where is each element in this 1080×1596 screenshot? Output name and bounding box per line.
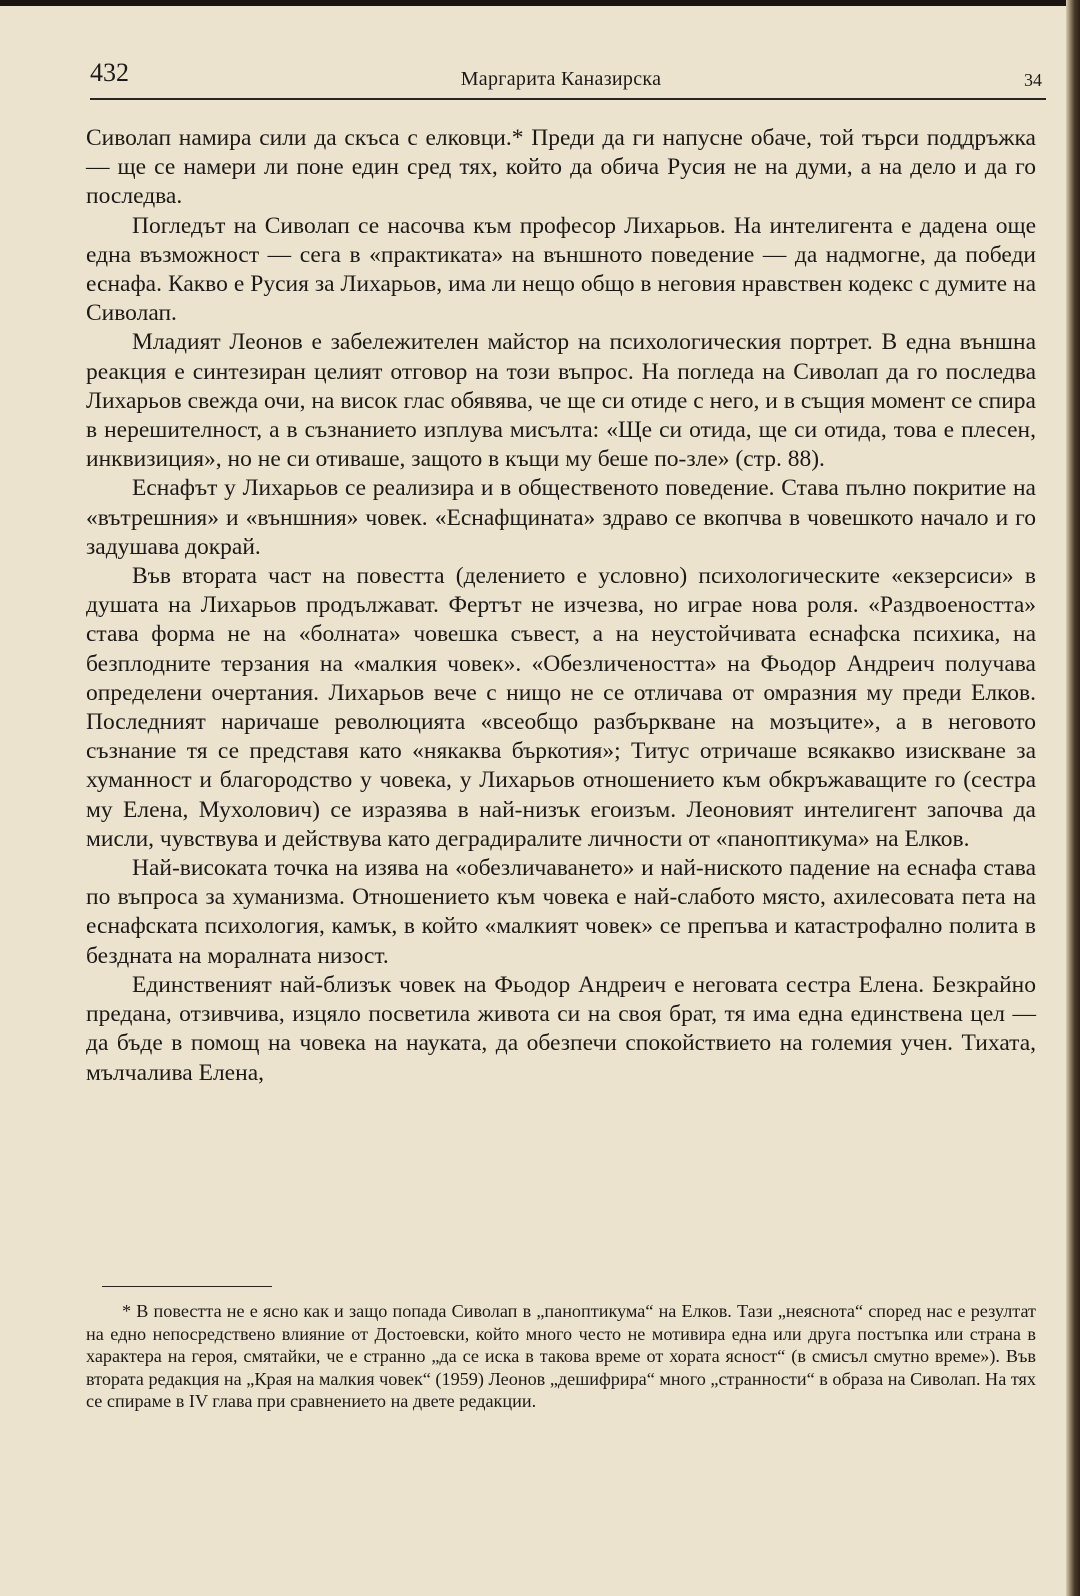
header-rule [90,98,1046,100]
running-title: Маргарита Каназирска [460,68,662,90]
side-marker: 34 [1024,70,1042,90]
footnote-rule [102,1286,272,1287]
page-number: 432 [90,58,129,87]
paragraph: Единственият най-близък човек на Фьодор Андреич е неговата сестра Елена. Безкрайно предана, отзивчива, изцяло посветила живота си на своя брат, тя има една единствена цел — да бъде в помощ на човека на науката, да обезпечи спокойствието на големия учен. Тихата, мълчалива Елена, [86,971,1036,1086]
scan-binding-edge [1066,0,1080,1596]
paragraph: Най-високата точка на изява на «обезличаването» и най-ниското падение на еснафа става по въпроса за хуманизма. Отношението към човека е най-слабото място, ахилесовата пета на еснафската психология, камък, в който «малкият човек» се препъва и катастрофално полита в бездната на моралната низост. [86,855,1036,969]
paragraph: Погледът на Сиволап се насочва към професор Лихарьов. На интелигента е дадена още една възможност — сега в «практиката» на външното поведение — да надмогне, да победи еснафа. Какво е Русия за Лихарьов, има ли нещо общо в неговия нравствен кодекс с думите на Сиволап. [86,212,1036,327]
scan-top-edge [0,0,1080,6]
body-text [86,124,1036,1088]
paragraph: Във втората част на повестта (делението е условно) психологическите «екзерсиси» в душата на Лихарьов продължават. Фертът не изчезва, но играе нова роля. «Раздвоеността» става форма не на «болната» човешка съвест, а на неустойчивата еснафска психика, на безплодните терзания на «малкия човек». «Обезличеността» на Фьодор Андреич получава определени очертания. Лихарьов вече с нищо не се отличава от омразния му преди Елков. Последният наричаше революцията «всеобщо разбъркване на мозъците», а в неговото съзнание тя се представя като «някаква бъркотия»; Титус отричаше всякакво изискване за хуманност и благородство у човека, у Лихарьов отношението към обкръжаващите го (сестра му Елена, Мухолович) се изразява в най-низък егоизъм. Леоновият интелигент започва да мисли, чувствува и действува като деградиралите личности от «паноптикума» на Елков. [86,563,1036,852]
footnote: * В повестта не е ясно как и защо попада Сиволап в „паноптикума“ на Елков. Тази „неяснота“ според нас е резултат на едно непосредствено влияние от Достоевски, който много често не мотивира една или друга постъпка или страна в характера на героя, смятайки, че е странно „да се иска в такова време от хората ясност“ (в смисъл смутно време»). Във втората редакция на „Края на малкия човек“ (1959) Леонов „дешифрира“ много „странности“ в образа на Сиволап. На тях се спираме в IV глава при сравнението на двете редакции. [86,1301,1036,1412]
book-page [76,58,1046,1578]
page-header [76,58,1046,96]
paragraph: Сиволап намира сили да скъса с елковци.* Преди да ги напусне обаче, той търси поддръжка — ще се намери ли поне един сред тях, който да обича Русия не на думи, а на дело и да го последва. [86,125,1036,210]
paragraph: Еснафът у Лихарьов се реализира и в общественото поведение. Става пълно покритие на «вътрешния» и «външния» човек. «Еснафщината» здраво се вкопчва в човешкото начало и го задушава докрай. [86,475,1036,560]
paragraph: Младият Леонов е забележителен майстор на психологическия портрет. В една външна реакция е синтезиран целият отговор на този въпрос. На погледа на Сиволап да го последва Лихарьов свежда очи, на висок глас обявява, че ще си отиде с него, и в същия момент се спира в нерешителност, а в съзнанието изплува мисълта: «Ще си отида, ще си отида, това е плесен, инквизиция», но не си отиваше, защото в къщи му беше по-зле» (стр. 88). [86,329,1036,473]
